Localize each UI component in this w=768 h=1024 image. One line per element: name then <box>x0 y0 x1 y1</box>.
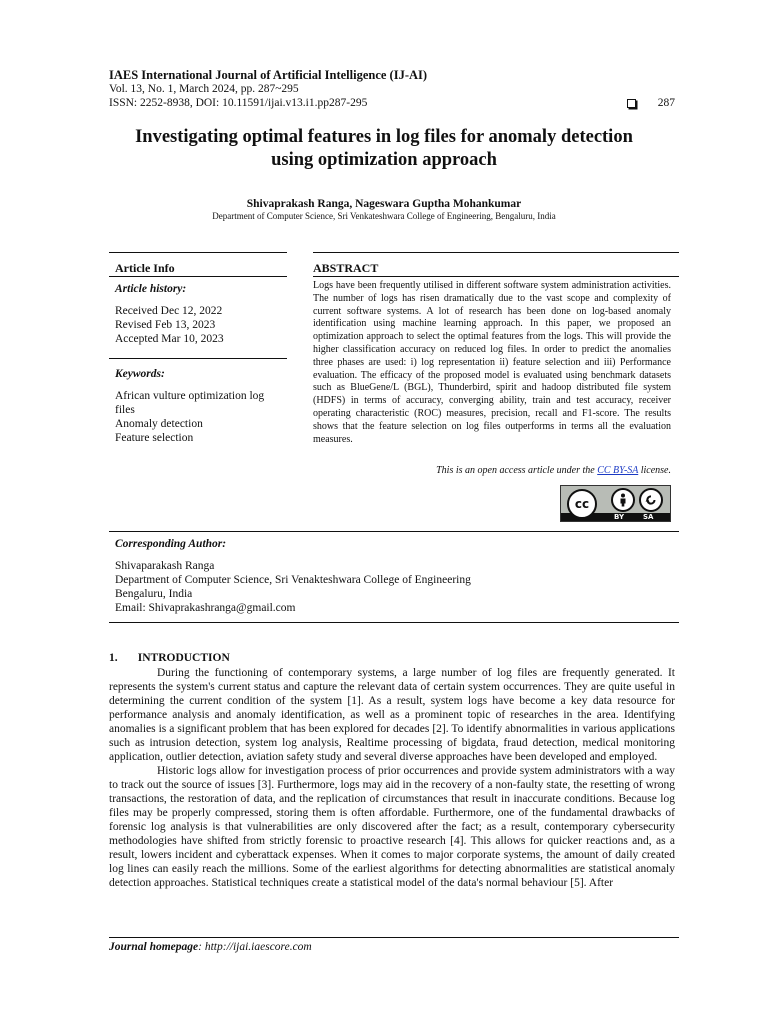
corresponding-email: Email: Shivaprakashranga@gmail.com <box>115 602 296 614</box>
history-rule <box>109 358 287 359</box>
affiliation: Department of Computer Science, Sri Venkateshwara College of Engineering, Bengaluru, India <box>212 211 556 221</box>
keywords-heading: Keywords: <box>115 368 165 380</box>
keyword-2: Anomaly detection <box>115 418 203 430</box>
corresponding-bottom-rule <box>109 622 679 623</box>
share-alike-icon <box>639 488 663 512</box>
badge-by-label: BY <box>614 513 625 521</box>
open-access-prefix: This is an open access article under the <box>436 465 598 476</box>
title-line-2: using optimization approach <box>271 150 497 170</box>
attribution-person-icon <box>611 488 635 512</box>
issn-doi: ISSN: 2252-8938, DOI: 10.11591/ijai.v13.i1.pp287-295 <box>109 97 368 109</box>
keyword-1: African vulture optimization log <box>115 390 265 402</box>
corresponding-city: Bengaluru, India <box>115 588 193 600</box>
homepage-url[interactable]: : http://ijai.iaescore.com <box>198 941 312 953</box>
received-date: Received Dec 12, 2022 <box>115 305 223 317</box>
authors: Shivaprakash Ranga, Nageswara Guptha Mohankumar <box>246 198 522 210</box>
intro-paragraph-1: During the functioning of contemporary systems, a large number of log files are frequently generated. It represents the system's current status and capture the relevant data of certain system occurrences. They are quite useful in determining the current condition of the system [1]. As a result, system logs have become a key data resource for performance analysis and anomaly identification, as well as a prominent topic of researches in the area. Identifying anomalies is a significant problem that has been explored for decades [2]. To identify abnormalities in various applications such as intrusion detection, system log analysis, Realtime processing of bigdata, fraud detection, medical monitoring application, outlier detection, aviation safety study and several diverse approaches have been developed and employed. <box>109 667 675 763</box>
intro-paragraph-2: Historic logs allow for investigation process of prior occurrences and provide system administrators with a way to track out the source of issues [3]. Furthermore, logs may aid in the recovery of a non-faulty state, the resetting of wrong transactions, the restoration of data, and the replication of circumstances that result in inaccurate conditions. Because log files may be properly compressed, storing them is often affordable. Furthermore, one of the fundamental drawbacks of forensic log analysis is that vulnerabilities are only discovered after the fact; as a result, contemporary cybersecurity methodologies have shifted from strictly forensic to proactive research [4]. This allows for quicker reactions and, as a result, lowers incident and cyberattack expenses. When it comes to major corporate systems, the amount of daily created log lines can easily reach the millions. Some of the earliest algorithms for detecting abnormalities are statistical anomaly detection approaches. Statistical techniques create a statistical model of the data's normal behaviour [5]. After <box>109 765 675 889</box>
page-number-block <box>627 97 675 109</box>
footer-rule <box>109 937 679 938</box>
keyword-3: Feature selection <box>115 432 194 444</box>
keyword-1-cont: files <box>115 404 135 416</box>
abstract-top-rule <box>313 252 679 253</box>
revised-date: Revised Feb 13, 2023 <box>115 319 216 331</box>
cc-logo-icon: cc <box>567 489 597 519</box>
corresponding-name: Shivaparakash Ranga <box>115 560 215 572</box>
homepage-label: Journal homepage <box>109 941 199 953</box>
journal-homepage <box>109 941 312 953</box>
badge-sa-label: SA <box>643 513 654 521</box>
introduction-body <box>109 666 675 890</box>
square-bullet-icon <box>627 99 636 108</box>
corresponding-department: Department of Computer Science, Sri Venakteshwara College of Engineering <box>115 574 471 586</box>
article-info-heading: Article Info <box>115 261 175 275</box>
volume-info: Vol. 13, No. 1, March 2024, pp. 287~295 <box>109 83 299 95</box>
abstract-heading: ABSTRACT <box>313 261 379 275</box>
history-heading: Article history: <box>115 283 187 295</box>
abstract-heading-rule <box>313 276 679 277</box>
journal-name: IAES International Journal of Artificial Intelligence (IJ-AI) <box>109 68 428 82</box>
corresponding-heading: Corresponding Author: <box>115 538 227 550</box>
info-heading-rule <box>109 276 287 277</box>
accepted-date: Accepted Mar 10, 2023 <box>115 333 224 345</box>
info-top-rule <box>109 252 287 253</box>
title-line-1: Investigating optimal features in log files for anomaly detection <box>135 127 633 147</box>
abstract-text: Logs have been frequently utilised in different software system administration activities. The number of logs has risen dramatically due to the vast scope and complexity of current software systems. A lot of research has been done on log-based anomaly identification using machine learning approach. In this paper, we proposed an optimization approach to select the optimal features from the logs. This will provide the higher classification accuracy on reduced log files. In order to predict the anomalies three phases are used: i) log representation ii) feature selection and iii) Performance evaluation. The efficacy of the proposed model is evaluated using benchmark datasets such as BlueGene/L (BGL), Thunderbird, spirit and hadoop distributed file system (HDFS) in terms of accuracy, converging ability, train and test accuracy, receiver operating characteristic (ROC) measures, precision, recall and F1-score. The results shows that the feature selection on log files outperforms in terms all the evaluation measures. <box>313 280 671 445</box>
cc-by-sa-badge[interactable] <box>560 485 671 522</box>
introduction-heading: 1. INTRODUCTION <box>109 652 230 664</box>
corresponding-top-rule <box>109 531 679 532</box>
paper-title <box>90 126 678 172</box>
license-link[interactable]: CC BY-SA <box>597 465 639 476</box>
page-number: 287 <box>657 97 675 109</box>
open-access-suffix: license. <box>638 465 671 476</box>
open-access-statement <box>436 465 671 476</box>
